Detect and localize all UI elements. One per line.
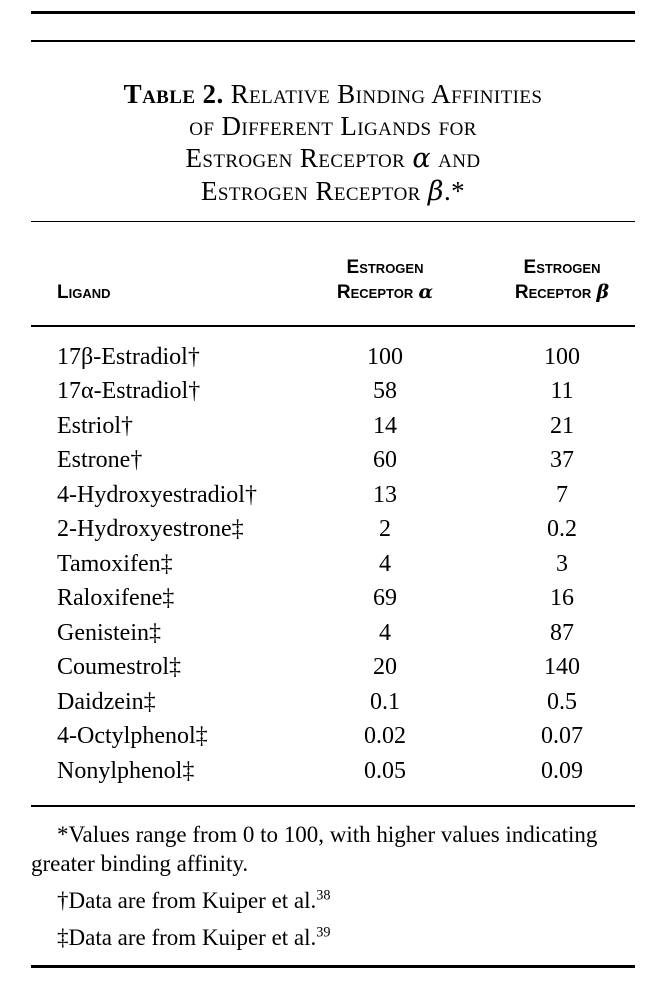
bottom-rule [31, 965, 635, 968]
er-alpha-cell: 0.1 [370, 688, 400, 715]
er-alpha-cell: 13 [373, 481, 397, 508]
top-rule-primary [31, 11, 635, 14]
table-row [31, 409, 635, 444]
table-row [31, 685, 635, 720]
ligand-cell: Genistein‡ [57, 619, 161, 646]
table-row [31, 443, 635, 478]
er-beta-cell: 140 [544, 654, 580, 680]
table-title-line-1: Table 2. Relative Binding Affinities [123, 78, 543, 109]
alpha-symbol: α [418, 281, 434, 303]
ligand-cell: Coumestrol‡ [57, 654, 181, 680]
top-rule-secondary [31, 40, 635, 42]
er-alpha-cell: 100 [367, 343, 403, 370]
er-beta-cell: 37 [550, 447, 574, 473]
reference-number: 39 [316, 923, 331, 940]
footnote-double-dagger: ‡Data are from Kuiper et al.$^{39}$ [57, 923, 331, 950]
column-header-er-beta: Estrogen Receptor β [514, 257, 610, 303]
table-row [31, 374, 635, 409]
er-beta-cell: 7 [556, 481, 568, 508]
table-row [31, 547, 635, 582]
table-row [31, 650, 635, 685]
table-body [31, 327, 635, 806]
body-divider [31, 805, 635, 807]
table-number-label: Table 2. [123, 78, 224, 109]
ligand-cell: Estrone† [57, 447, 143, 473]
er-beta-cell: 21 [550, 412, 574, 439]
er-beta-cell: 3 [556, 550, 568, 577]
table-title-line-4: Estrogen Receptor β.* [200, 175, 465, 207]
ligand-cell: Daidzein‡ [57, 688, 156, 715]
er-alpha-cell: 0.02 [364, 723, 406, 749]
ligand-cell: Nonylphenol‡ [57, 757, 195, 784]
ligand-cell: Raloxifene‡ [57, 585, 175, 611]
table-footnotes [31, 820, 635, 952]
er-beta-cell: 0.2 [547, 516, 577, 542]
er-alpha-cell: 2 [379, 516, 391, 542]
table-row [31, 512, 635, 547]
reference-number: 38 [316, 886, 331, 903]
table-row [31, 340, 635, 375]
ligand-cell: Tamoxifen‡ [57, 550, 173, 577]
er-alpha-cell: 0.05 [364, 757, 406, 784]
er-beta-cell: 0.5 [547, 688, 577, 715]
ligand-cell: 4-Hydroxyestradiol† [57, 481, 257, 508]
er-beta-cell: 11 [550, 378, 574, 404]
ligand-cell: 4-Octylphenol‡ [57, 723, 208, 749]
er-beta-cell: 0.09 [541, 757, 583, 784]
ligand-cell: 17α-Estradiol† [57, 378, 201, 404]
footnote-values-range: *Values range from 0 to 100, with higher values indicating greater binding affinity. [31, 821, 598, 876]
table-title-line-2: of Different Ligands for [189, 110, 477, 141]
er-beta-cell: 0.07 [541, 723, 583, 749]
column-header-er-alpha: Estrogen Receptor α [336, 257, 434, 303]
er-beta-cell: 16 [550, 585, 574, 611]
table-row [31, 719, 635, 754]
column-header-ligand: Ligand [57, 282, 111, 303]
table-title-line-3: Estrogen Receptor α and [185, 142, 481, 174]
table-row [31, 478, 635, 513]
er-alpha-cell: 60 [373, 447, 397, 473]
table-row [31, 581, 635, 616]
beta-symbol: β [596, 281, 610, 303]
beta-symbol: β [427, 175, 444, 207]
table-row [31, 754, 635, 789]
table-row [31, 616, 635, 651]
alpha-symbol: α [412, 142, 432, 174]
er-alpha-cell: 69 [373, 585, 397, 611]
er-alpha-cell: 4 [379, 619, 391, 646]
footnote-dagger: †Data are from Kuiper et al.$^{38}$ [57, 886, 331, 913]
ligand-cell: 2-Hydroxyestrone‡ [57, 516, 244, 542]
er-beta-cell: 100 [544, 343, 580, 370]
er-alpha-cell: 20 [373, 654, 397, 680]
er-alpha-cell: 58 [373, 378, 397, 404]
ligand-cell: Estriol† [57, 412, 133, 439]
ligand-cell: 17β-Estradiol† [57, 343, 200, 370]
er-alpha-cell: 4 [379, 550, 391, 577]
table-title [31, 78, 635, 208]
er-beta-cell: 87 [550, 619, 574, 646]
table-header-row [31, 222, 635, 325]
er-alpha-cell: 14 [373, 412, 397, 439]
